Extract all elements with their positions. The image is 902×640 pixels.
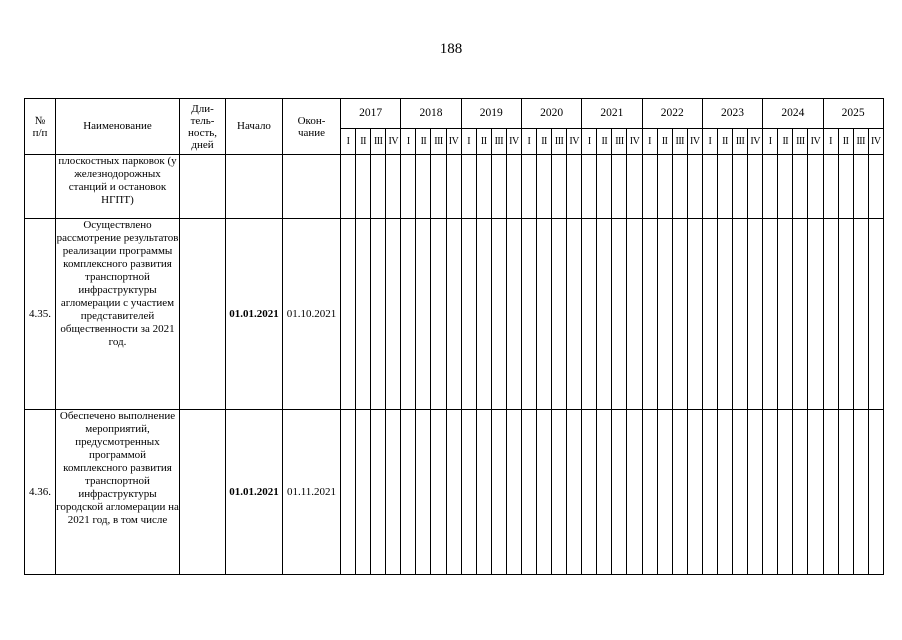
quarter-cell	[371, 219, 386, 410]
quarter-cell	[808, 410, 823, 575]
year-header-2020: 2020	[521, 99, 581, 129]
quarter-cell	[853, 155, 868, 219]
quarter-cell	[687, 219, 702, 410]
quarter-cell	[838, 155, 853, 219]
quarter-cell	[717, 410, 732, 575]
quarter-cell	[763, 410, 778, 575]
quarter-cell	[552, 410, 567, 575]
quarter-header-2018-q3: III	[431, 129, 446, 155]
quarter-cell	[838, 219, 853, 410]
quarter-cell	[672, 410, 687, 575]
quarter-cell	[491, 219, 506, 410]
quarter-cell	[627, 155, 642, 219]
quarter-cell	[808, 155, 823, 219]
quarter-cell	[763, 155, 778, 219]
quarter-cell	[386, 219, 401, 410]
quarter-cell	[702, 410, 717, 575]
quarter-header-2018-q1: I	[401, 129, 416, 155]
year-header-2018: 2018	[401, 99, 461, 129]
quarter-header-2024-q3: III	[793, 129, 808, 155]
quarter-cell	[476, 410, 491, 575]
quarter-header-2022-q3: III	[672, 129, 687, 155]
quarter-cell	[733, 410, 748, 575]
quarter-cell	[702, 219, 717, 410]
year-header-2022: 2022	[642, 99, 702, 129]
quarter-cell	[868, 155, 883, 219]
quarter-cell	[476, 219, 491, 410]
page-number: 188	[439, 41, 463, 57]
quarter-cell	[401, 155, 416, 219]
quarter-cell	[642, 410, 657, 575]
quarter-cell	[416, 155, 431, 219]
quarter-cell	[416, 410, 431, 575]
quarter-cell	[431, 410, 446, 575]
quarter-cell	[778, 155, 793, 219]
quarter-cell	[461, 155, 476, 219]
quarter-cell	[657, 410, 672, 575]
quarter-header-2022-q4: IV	[687, 129, 702, 155]
quarter-cell	[401, 219, 416, 410]
row-duration	[180, 410, 226, 575]
quarter-cell	[446, 219, 461, 410]
quarter-header-2019-q4: IV	[506, 129, 521, 155]
quarter-cell	[868, 410, 883, 575]
quarter-cell	[597, 155, 612, 219]
quarter-header-2020-q3: III	[552, 129, 567, 155]
quarter-cell	[853, 219, 868, 410]
quarter-cell	[552, 155, 567, 219]
quarter-cell	[687, 410, 702, 575]
quarter-cell	[597, 219, 612, 410]
quarter-cell	[476, 155, 491, 219]
quarter-header-2017-q3: III	[371, 129, 386, 155]
quarter-cell	[521, 155, 536, 219]
quarter-cell	[356, 410, 371, 575]
quarter-cell	[733, 155, 748, 219]
quarter-cell	[582, 219, 597, 410]
quarter-header-2025-q3: III	[853, 129, 868, 155]
row-start-date: 01.01.2021	[226, 219, 283, 410]
quarter-header-2021-q4: IV	[627, 129, 642, 155]
row-end-date: 01.10.2021	[283, 219, 341, 410]
quarter-cell	[506, 219, 521, 410]
quarter-cell	[763, 219, 778, 410]
row-name: плоскостных парковок (у железнодорожных станций и остановок НГПТ)	[56, 155, 180, 219]
quarter-cell	[793, 219, 808, 410]
quarter-header-2018-q2: II	[416, 129, 431, 155]
quarter-cell	[506, 410, 521, 575]
quarter-cell	[808, 219, 823, 410]
quarter-header-2025-q4: IV	[868, 129, 883, 155]
quarter-header-2023-q3: III	[733, 129, 748, 155]
quarter-cell	[431, 219, 446, 410]
schedule-row	[25, 219, 884, 410]
col-header-end: Окон- чание	[283, 99, 341, 155]
quarter-cell	[823, 410, 838, 575]
quarter-cell	[491, 410, 506, 575]
quarter-header-2017-q2: II	[356, 129, 371, 155]
row-start-date	[226, 155, 283, 219]
col-header-duration: Дли- тель- ность, дней	[180, 99, 226, 155]
quarter-cell	[778, 219, 793, 410]
row-name: Обеспечено выполнение мероприятий, предусмотренных программой комплексного развития транспортной инфраструктуры городской агломерации на 2021 год, в том числе	[56, 410, 180, 575]
quarter-header-2018-q4: IV	[446, 129, 461, 155]
quarter-cell	[642, 219, 657, 410]
quarter-cell	[627, 219, 642, 410]
quarter-cell	[431, 155, 446, 219]
row-number: 4.35.	[25, 219, 56, 410]
quarter-cell	[567, 410, 582, 575]
gantt-schedule-table	[24, 98, 884, 575]
quarter-cell	[657, 155, 672, 219]
quarter-header-2023-q1: I	[702, 129, 717, 155]
quarter-cell	[537, 219, 552, 410]
quarter-cell	[521, 410, 536, 575]
quarter-header-2019-q2: II	[476, 129, 491, 155]
quarter-header-2020-q2: II	[537, 129, 552, 155]
year-header-2019: 2019	[461, 99, 521, 129]
quarter-header-2024-q2: II	[778, 129, 793, 155]
quarter-header-2017-q1: I	[341, 129, 356, 155]
row-name: Осуществлено рассмотрение результатов реализации программы комплексного развития транспортной инфраструктуры агломерации с участием представителей общественности за 2021 год.	[56, 219, 180, 410]
quarter-cell	[748, 155, 763, 219]
quarter-header-2024-q1: I	[763, 129, 778, 155]
quarter-cell	[627, 410, 642, 575]
year-header-2024: 2024	[763, 99, 823, 129]
quarter-cell	[521, 219, 536, 410]
quarter-header-2023-q2: II	[717, 129, 732, 155]
quarter-cell	[567, 155, 582, 219]
quarter-cell	[386, 155, 401, 219]
col-header-name: Наименование	[56, 99, 180, 155]
row-number	[25, 155, 56, 219]
quarter-cell	[401, 410, 416, 575]
quarter-header-2021-q2: II	[597, 129, 612, 155]
row-number: 4.36.	[25, 410, 56, 575]
row-end-date	[283, 155, 341, 219]
year-header-2017: 2017	[341, 99, 401, 129]
quarter-header-2022-q2: II	[657, 129, 672, 155]
quarter-header-2025-q2: II	[838, 129, 853, 155]
quarter-cell	[748, 219, 763, 410]
quarter-cell	[748, 410, 763, 575]
quarter-header-2019-q3: III	[491, 129, 506, 155]
quarter-cell	[868, 219, 883, 410]
quarter-header-2022-q1: I	[642, 129, 657, 155]
quarter-cell	[717, 219, 732, 410]
row-start-date: 01.01.2021	[226, 410, 283, 575]
schedule-row	[25, 155, 884, 219]
quarter-cell	[582, 155, 597, 219]
quarter-cell	[733, 219, 748, 410]
quarter-header-2021-q3: III	[612, 129, 627, 155]
quarter-cell	[416, 219, 431, 410]
quarter-cell	[672, 155, 687, 219]
quarter-cell	[823, 155, 838, 219]
quarter-cell	[356, 219, 371, 410]
quarter-cell	[537, 155, 552, 219]
quarter-header-2021-q1: I	[582, 129, 597, 155]
year-header-2021: 2021	[582, 99, 642, 129]
quarter-cell	[341, 219, 356, 410]
quarter-cell	[642, 155, 657, 219]
year-header-2023: 2023	[702, 99, 762, 129]
quarter-cell	[461, 410, 476, 575]
year-header-2025: 2025	[823, 99, 883, 129]
quarter-cell	[853, 410, 868, 575]
quarter-header-2017-q4: IV	[386, 129, 401, 155]
quarter-header-2025-q1: I	[823, 129, 838, 155]
quarter-cell	[446, 155, 461, 219]
quarter-cell	[702, 155, 717, 219]
quarter-header-2020-q1: I	[521, 129, 536, 155]
quarter-cell	[491, 155, 506, 219]
col-header-number: № п/п	[25, 99, 56, 155]
quarter-cell	[341, 410, 356, 575]
quarter-cell	[537, 410, 552, 575]
quarter-header-2024-q4: IV	[808, 129, 823, 155]
col-header-start: Начало	[226, 99, 283, 155]
quarter-cell	[823, 219, 838, 410]
row-duration	[180, 219, 226, 410]
quarter-cell	[838, 410, 853, 575]
quarter-cell	[552, 219, 567, 410]
quarter-cell	[356, 155, 371, 219]
quarter-cell	[612, 410, 627, 575]
quarter-cell	[341, 155, 356, 219]
row-duration	[180, 155, 226, 219]
quarter-cell	[461, 219, 476, 410]
quarter-cell	[446, 410, 461, 575]
header-row-years	[25, 99, 884, 129]
quarter-cell	[567, 219, 582, 410]
quarter-header-2020-q4: IV	[567, 129, 582, 155]
quarter-cell	[612, 219, 627, 410]
schedule-row	[25, 410, 884, 575]
quarter-cell	[717, 155, 732, 219]
row-end-date: 01.11.2021	[283, 410, 341, 575]
quarter-cell	[371, 410, 386, 575]
quarter-cell	[597, 410, 612, 575]
quarter-cell	[386, 410, 401, 575]
quarter-cell	[778, 410, 793, 575]
quarter-cell	[793, 410, 808, 575]
quarter-cell	[793, 155, 808, 219]
quarter-cell	[371, 155, 386, 219]
quarter-cell	[612, 155, 627, 219]
quarter-cell	[687, 155, 702, 219]
quarter-header-2023-q4: IV	[748, 129, 763, 155]
quarter-cell	[672, 219, 687, 410]
quarter-header-2019-q1: I	[461, 129, 476, 155]
quarter-cell	[506, 155, 521, 219]
quarter-cell	[582, 410, 597, 575]
quarter-cell	[657, 219, 672, 410]
